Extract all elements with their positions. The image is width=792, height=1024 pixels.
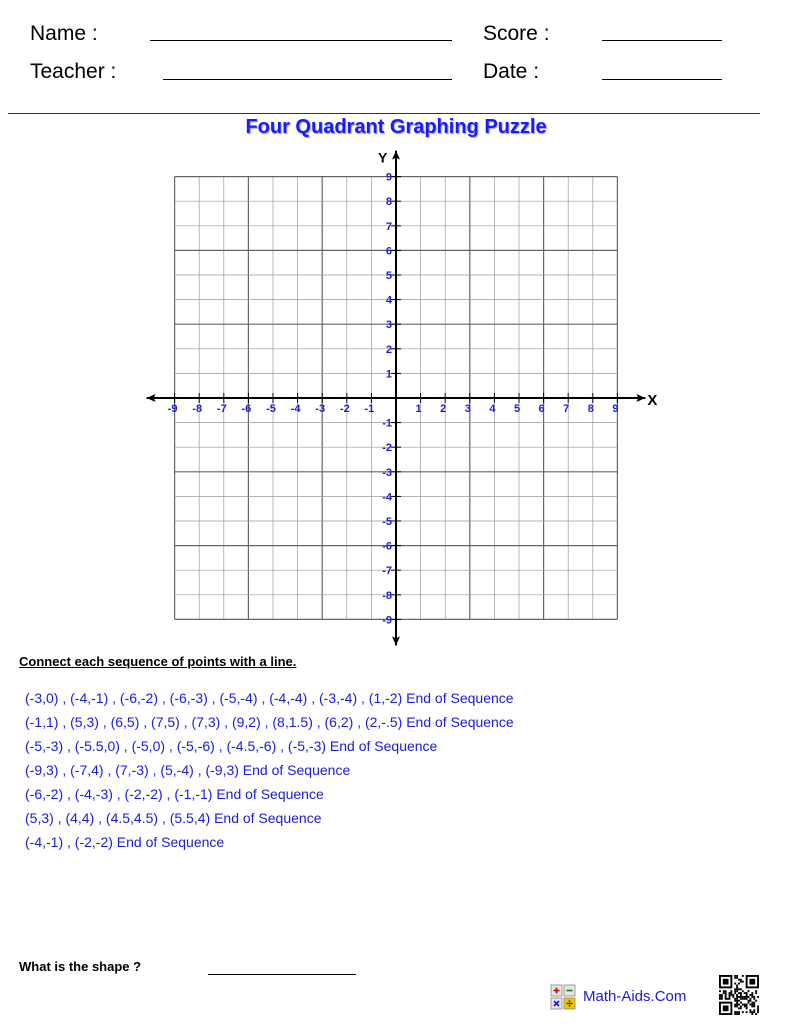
y-tick-label: 2	[385, 343, 392, 356]
x-tick-label: -8	[192, 403, 203, 415]
y-axis-label: Y	[378, 149, 388, 166]
shape-question: What is the shape ?	[19, 959, 142, 974]
sequence-list	[25, 686, 514, 854]
y-tick-label: -2	[382, 442, 392, 455]
answer-field-line[interactable]	[208, 974, 356, 975]
sequence-5: (-6,-2) , (-4,-3) , (-2,-2) , (-1,-1) End of Sequence	[25, 786, 324, 802]
x-tick-label: -7	[216, 403, 227, 415]
y-tick-label: -9	[382, 614, 392, 627]
y-tick-label: 4	[385, 294, 392, 307]
y-tick-label: 6	[385, 245, 392, 258]
qr-code-icon	[719, 975, 759, 1015]
sequence-3: (-5,-3) , (-5.5,0) , (-5,0) , (-5,-6) , (-4.5,-6) , (-5,-3) End of Sequence	[25, 738, 438, 754]
teacher-field-line[interactable]	[163, 79, 452, 80]
x-tick-label: -5	[266, 403, 276, 415]
y-tick-label: 7	[385, 220, 392, 233]
x-tick-label: -3	[315, 403, 326, 415]
y-tick-label: -7	[382, 565, 392, 578]
x-tick-label: 1	[415, 403, 422, 415]
sequence-2: (-1,1) , (5,3) , (6,5) , (7,5) , (7,3) , (9,2) , (8,1.5) , (6,2) , (2,-.5) End of Sequence	[25, 714, 514, 730]
score-field-line[interactable]	[602, 40, 722, 41]
y-tick-label: 1	[385, 368, 392, 381]
x-tick-label: -9	[167, 403, 178, 415]
score-label: Score :	[483, 22, 550, 45]
date-field-line[interactable]	[602, 79, 722, 80]
x-tick-label: 4	[489, 403, 496, 415]
x-tick-label: -4	[290, 403, 301, 415]
y-tick-label: -6	[382, 540, 392, 553]
x-tick-label: 5	[513, 403, 521, 415]
x-tick-label: 6	[538, 403, 545, 415]
date-label: Date :	[483, 60, 540, 83]
y-tick-label: -1	[382, 417, 392, 430]
math-aids-logo-icon	[551, 985, 575, 1009]
sequence-4: (-9,3) , (-7,4) , (7,-3) , (5,-4) , (-9,3) End of Sequence	[25, 762, 351, 778]
y-tick-label: 5	[385, 270, 392, 282]
sequence-7: (-4,-1) , (-2,-2) End of Sequence	[25, 834, 225, 850]
sequence-1: (-3,0) , (-4,-1) , (-6,-2) , (-6,-3) , (-5,-4) , (-4,-4) , (-3,-4) , (1,-2) End of Sequence	[25, 690, 514, 706]
worksheet-title: Four Quadrant Graphing Puzzle	[245, 116, 547, 138]
name-field-line[interactable]	[150, 40, 452, 41]
y-tick-label: 9	[385, 171, 392, 184]
y-tick-label: -3	[382, 466, 392, 479]
x-tick-label: 3	[464, 403, 471, 415]
coordinate-grid	[140, 140, 658, 660]
x-tick-label: 7	[563, 403, 570, 415]
sequence-6: (5,3) , (4,4) , (4.5,4.5) , (5.5,4) End of Sequence	[25, 810, 322, 826]
x-tick-label: 8	[587, 403, 594, 415]
y-tick-label: 8	[385, 196, 392, 209]
brand-name[interactable]: Math-Aids.Com	[583, 988, 687, 1005]
y-tick-label: -4	[382, 491, 392, 504]
y-tick-label: 3	[385, 319, 392, 332]
x-axis-label: X	[647, 392, 658, 409]
header-divider	[8, 113, 760, 114]
name-label: Name :	[30, 22, 98, 45]
x-tick-label: -6	[241, 403, 252, 415]
x-tick-label: -1	[364, 403, 375, 415]
x-tick-label: 2	[440, 403, 447, 415]
x-tick-label: -2	[339, 403, 350, 415]
y-tick-label: -8	[382, 589, 392, 602]
teacher-label: Teacher :	[30, 60, 117, 83]
x-tick-label: 9	[612, 403, 619, 415]
instructions: Connect each sequence of points with a line.	[19, 654, 297, 669]
y-tick-label: -5	[382, 516, 392, 528]
